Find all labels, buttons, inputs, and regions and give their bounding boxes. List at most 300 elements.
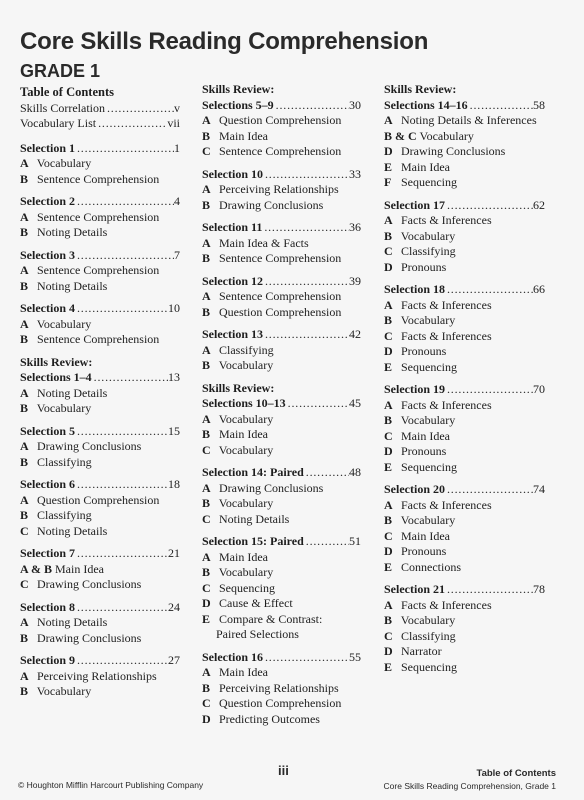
skill-letter: B — [202, 680, 211, 695]
skill-letter: B — [202, 565, 211, 579]
selection-title: Selection 20 — [384, 482, 445, 496]
skill-letter: A — [20, 439, 29, 453]
skill-letter: C — [202, 580, 211, 595]
toc-entry-link[interactable] — [202, 396, 361, 412]
selection-page: 74 — [533, 482, 545, 496]
skill-name: Classifying — [401, 628, 456, 643]
skill-letter: B — [384, 413, 393, 427]
skill-letter: A — [20, 668, 29, 683]
toc-entry — [384, 482, 545, 575]
selection-title: Selection 13 — [202, 327, 263, 341]
toc-entry-link[interactable] — [20, 600, 180, 616]
skill-letter: A — [202, 411, 211, 426]
skill-item — [384, 613, 545, 629]
skill-name: Noting Details — [37, 278, 108, 293]
selection-page: 1 — [174, 140, 180, 155]
toc-entry — [20, 653, 180, 700]
selection-page: 18 — [168, 477, 180, 491]
toc-entry-link[interactable] — [202, 465, 361, 481]
skill-letter: C — [384, 328, 393, 343]
skill-item — [384, 398, 545, 414]
toc-entry-link[interactable] — [20, 301, 180, 317]
skill-name: Sentence Comprehension — [37, 263, 160, 277]
skill-name: Question Comprehension — [219, 304, 342, 319]
skill-item — [202, 198, 361, 214]
leader-dots — [96, 116, 167, 132]
front-matter-page: vii — [167, 116, 180, 130]
skill-item — [202, 496, 361, 512]
selection-title: Selection 10 — [202, 166, 263, 181]
skill-item — [202, 581, 361, 597]
skill-letter: B — [20, 684, 29, 698]
skill-item — [20, 439, 180, 455]
selection-page: 10 — [168, 301, 180, 315]
leader-dots — [75, 424, 168, 440]
selection-page: 51 — [349, 534, 361, 548]
leader-dots — [274, 98, 349, 114]
skill-item — [202, 665, 361, 681]
selection-title: Selection 2 — [20, 194, 75, 208]
skill-letter: A — [20, 492, 29, 507]
toc-entry — [20, 194, 180, 241]
toc-entry-link[interactable] — [202, 167, 361, 183]
page-title: Core Skills Reading Comprehension — [20, 28, 429, 55]
skill-name: Vocabulary — [419, 128, 474, 143]
skill-letter: B — [20, 332, 29, 346]
toc-entry-link[interactable] — [20, 424, 180, 440]
skill-name: Vocabulary — [36, 401, 92, 415]
skill-letter: A — [202, 665, 211, 679]
toc-column-3 — [384, 82, 545, 675]
skill-letter: B — [20, 225, 29, 239]
skill-item — [384, 429, 545, 445]
skill-name: Main Idea — [219, 427, 268, 441]
selection-page: 24 — [168, 599, 180, 614]
skill-item — [20, 263, 180, 279]
front-matter-label: Vocabulary List — [20, 116, 97, 130]
skill-name: Main Idea — [55, 561, 104, 576]
skill-letter: B — [384, 228, 393, 243]
toc-entry-link[interactable] — [384, 198, 545, 214]
toc-entry-link[interactable] — [384, 282, 545, 298]
skill-item — [202, 412, 361, 428]
skill-letter: E — [384, 459, 393, 474]
toc-heading: Table of Contents — [20, 85, 114, 99]
skill-letter: B — [202, 496, 211, 510]
skill-item — [20, 156, 180, 172]
skill-letter: B — [202, 427, 211, 441]
skill-item — [384, 544, 545, 560]
skill-name: Classifying — [37, 508, 92, 522]
selection-page: 55 — [349, 649, 361, 664]
skill-item — [384, 598, 545, 614]
skills-review-label: Skills Review: — [202, 82, 275, 96]
leader-dots — [263, 274, 349, 290]
toc-entry-link[interactable] — [384, 382, 545, 398]
leader-dots — [263, 167, 349, 183]
toc-entry — [20, 477, 180, 539]
skill-letter: E — [384, 159, 393, 174]
skill-item — [384, 360, 545, 376]
skill-item — [384, 229, 545, 245]
front-matter-row[interactable] — [20, 116, 180, 132]
skill-item — [202, 627, 361, 643]
skill-name: Sentence Comprehension — [37, 209, 160, 224]
skill-letter: B — [20, 508, 29, 522]
skill-item — [20, 508, 180, 524]
skill-item — [202, 358, 361, 374]
skill-item — [202, 289, 361, 305]
toc-entry — [202, 274, 361, 321]
skills-review-label: Skills Review: — [202, 380, 275, 395]
leader-dots — [445, 198, 533, 214]
toc-entry — [20, 546, 180, 593]
skill-letter: A — [384, 397, 393, 412]
leader-dots — [75, 194, 174, 210]
skill-name: Pronouns — [401, 544, 447, 558]
toc-entry — [202, 327, 361, 374]
skill-name: Main Idea — [219, 128, 268, 143]
skill-item — [202, 481, 361, 497]
toc-entry-link[interactable] — [202, 274, 361, 290]
skill-letter: B — [20, 171, 29, 186]
skill-name: Noting Details — [37, 523, 108, 538]
leader-dots — [468, 98, 533, 114]
selection-title: Selections 5–9 — [202, 97, 274, 112]
selection-title: Selection 21 — [384, 582, 445, 596]
skill-letter: B — [202, 304, 211, 319]
selection-page: 42 — [349, 327, 361, 341]
skill-name: Vocabulary — [400, 413, 456, 427]
skill-letter: F — [384, 175, 392, 189]
selection-page: 70 — [533, 382, 545, 396]
skill-name: Vocabulary — [400, 228, 456, 243]
toc-entry — [384, 582, 545, 675]
skill-item — [20, 317, 180, 333]
skill-letter: C — [202, 144, 211, 158]
skill-item — [384, 660, 545, 676]
toc-entry — [384, 82, 545, 191]
skills-review-label: Skills Review: — [20, 354, 93, 369]
skill-item — [384, 298, 545, 314]
skill-item — [384, 113, 545, 129]
skill-letter: B — [202, 251, 211, 265]
toc-entry — [20, 355, 180, 417]
toc-entry — [202, 220, 361, 267]
skill-name: Facts & Inferences — [401, 328, 492, 343]
skill-item — [20, 577, 180, 593]
page-number: iii — [278, 763, 289, 778]
skill-name: Connections — [401, 559, 461, 574]
toc-entry — [202, 534, 361, 643]
skill-item — [202, 550, 361, 566]
leader-dots — [263, 650, 349, 666]
skill-name: Classifying — [37, 454, 92, 469]
selection-page: 66 — [533, 282, 545, 296]
skill-name: Main Idea — [219, 549, 268, 564]
toc-entry-link[interactable] — [202, 327, 361, 343]
skill-name: Drawing Conclusions — [37, 577, 142, 591]
skill-name: Question Comprehension — [37, 492, 160, 507]
skill-item — [384, 444, 545, 460]
footer-book-title: Core Skills Reading Comprehension, Grade 1 — [383, 781, 556, 791]
skill-letter: A — [384, 597, 393, 612]
toc-entry-link[interactable] — [20, 248, 180, 264]
leader-dots — [75, 653, 168, 669]
skill-name: Vocabulary — [218, 411, 274, 426]
skill-item — [202, 236, 361, 252]
selection-page: 7 — [174, 247, 180, 262]
selection-page: 4 — [174, 194, 180, 208]
skill-name: Vocabulary — [400, 613, 456, 627]
front-matter-page: v — [174, 100, 180, 115]
skill-name: Vocabulary — [218, 358, 274, 372]
selection-title: Selection 7 — [20, 546, 75, 560]
selection-title: Selections 1–4 — [20, 370, 92, 384]
skill-item — [202, 712, 361, 728]
skill-item — [384, 629, 545, 645]
skill-name: Sequencing — [401, 175, 457, 189]
skill-letter: B — [20, 630, 29, 645]
skill-name: Classifying — [219, 342, 274, 357]
skill-name: Classifying — [401, 244, 456, 258]
front-matter-row[interactable] — [20, 101, 180, 117]
skill-item — [384, 160, 545, 176]
toc-entry — [384, 198, 545, 276]
skill-letter: D — [202, 596, 211, 610]
skill-item — [202, 427, 361, 443]
selection-title: Selection 9 — [20, 653, 75, 667]
selection-page: 13 — [168, 370, 180, 384]
footer-section-title: Table of Contents — [476, 768, 556, 779]
skill-letter: A — [384, 497, 393, 512]
skill-item — [20, 225, 180, 241]
selection-title: Selection 16 — [202, 649, 263, 664]
skill-item — [384, 213, 545, 229]
selection-title: Selection 12 — [202, 273, 263, 288]
leader-dots — [75, 248, 174, 264]
skill-letter: A — [202, 549, 211, 564]
skill-name: Sentence Comprehension — [219, 289, 342, 303]
skill-letter: B — [20, 278, 29, 293]
skill-item — [20, 615, 180, 631]
skill-name: Vocabulary — [36, 316, 92, 331]
toc-entry — [384, 382, 545, 475]
skill-name: Sequencing — [401, 459, 457, 474]
skill-name: Narrator — [401, 644, 442, 658]
skill-name: Compare & Contrast: — [219, 611, 323, 626]
skill-letter: D — [202, 711, 211, 726]
skill-name: Predicting Outcomes — [219, 711, 320, 726]
toc-entry — [202, 465, 361, 527]
skill-item — [202, 182, 361, 198]
toc-entry-link[interactable] — [202, 534, 361, 550]
selection-title: Selection 8 — [20, 599, 75, 614]
leader-dots — [262, 220, 349, 236]
toc-entry — [202, 167, 361, 214]
skill-letter: B — [202, 197, 211, 212]
selection-title: Selection 19 — [384, 382, 445, 396]
skill-item — [384, 244, 545, 260]
toc-entry — [20, 424, 180, 471]
skill-item — [202, 305, 361, 321]
skill-name: Noting Details & Inferences — [401, 113, 537, 127]
skill-letter: A — [202, 113, 211, 127]
toc-entry-link[interactable] — [20, 477, 180, 493]
skill-name: Facts & Inferences — [401, 213, 492, 227]
skill-name: Drawing Conclusions — [219, 197, 324, 212]
skill-letter: C — [384, 244, 393, 258]
skill-name: Facts & Inferences — [401, 597, 492, 612]
selection-page: 58 — [533, 97, 545, 112]
skill-name: Sequencing — [401, 359, 457, 374]
toc-entry — [20, 301, 180, 348]
skills-review-label: Skills Review: — [384, 82, 457, 96]
skill-item — [202, 113, 361, 129]
skill-name: Facts & Inferences — [401, 397, 492, 412]
skill-item — [384, 560, 545, 576]
skill-name: Drawing Conclusions — [219, 480, 324, 495]
skill-name: Main Idea — [401, 428, 450, 443]
leader-dots — [75, 477, 168, 493]
skill-letter: D — [384, 144, 393, 158]
selection-page: 15 — [168, 423, 180, 438]
skill-name: Vocabulary — [400, 313, 456, 327]
toc-entry — [384, 282, 545, 375]
toc-entry-link[interactable] — [202, 98, 361, 114]
skill-letter: A — [20, 156, 29, 170]
toc-entry — [20, 600, 180, 647]
selection-title: Selection 4 — [20, 301, 75, 315]
selection-page: 27 — [168, 653, 180, 667]
skill-name: Sequencing — [401, 659, 457, 674]
skill-name: Perceiving Relationships — [219, 680, 339, 695]
skill-name: Vocabulary — [218, 565, 274, 579]
skill-letter: A — [202, 480, 211, 495]
selection-page: 62 — [533, 197, 545, 212]
toc-entry-link[interactable] — [20, 370, 180, 386]
leader-dots — [92, 370, 168, 386]
skill-item — [384, 313, 545, 329]
copyright-notice: © Houghton Mifflin Harcourt Publishing Company — [18, 780, 204, 790]
toc-entry — [20, 248, 180, 295]
toc-entry-link[interactable] — [202, 220, 361, 236]
skill-letter: A — [20, 316, 29, 331]
skill-item — [384, 175, 545, 191]
toc-entry-link[interactable] — [384, 98, 545, 114]
skill-name: Noting Details — [219, 511, 290, 526]
leader-dots — [445, 482, 533, 498]
skill-item — [20, 524, 180, 540]
skill-item — [202, 251, 361, 267]
skill-item — [384, 529, 545, 545]
skill-item — [384, 129, 545, 145]
skill-letter: A — [384, 297, 393, 312]
skill-item — [202, 144, 361, 160]
skill-item — [202, 129, 361, 145]
toc-entry-link[interactable] — [202, 650, 361, 666]
toc-entry-link[interactable] — [384, 582, 545, 598]
skill-item — [20, 210, 180, 226]
skill-name: Paired Selections — [216, 627, 299, 641]
toc-entry — [202, 381, 361, 459]
toc-entry-link[interactable] — [20, 546, 180, 562]
selection-page: 33 — [349, 166, 361, 181]
skill-name: Question Comprehension — [219, 696, 342, 710]
toc-entry-link[interactable] — [20, 141, 180, 157]
skill-item — [20, 669, 180, 685]
skill-name: Sentence Comprehension — [37, 171, 160, 186]
skill-name: Vocabulary — [218, 496, 274, 510]
toc-entry-link[interactable] — [384, 482, 545, 498]
skill-letter: A — [202, 235, 211, 250]
skill-item — [384, 498, 545, 514]
skill-item — [384, 460, 545, 476]
skill-name: Drawing Conclusions — [37, 630, 142, 645]
leader-dots — [445, 282, 533, 298]
skill-letter: A — [202, 342, 211, 357]
leader-dots — [304, 534, 349, 550]
toc-entry-link[interactable] — [20, 653, 180, 669]
skill-letter: A — [20, 209, 29, 224]
skill-name: Sentence Comprehension — [219, 251, 342, 265]
skill-letter: C — [384, 528, 393, 543]
selection-title: Selections 10–13 — [202, 396, 286, 410]
skill-name: Main Idea — [219, 665, 268, 679]
skill-item — [202, 612, 361, 628]
selection-page: 48 — [349, 465, 361, 479]
selection-title: Selection 1 — [20, 140, 75, 155]
skill-letter: E — [384, 659, 393, 674]
leader-dots — [445, 382, 533, 398]
skill-item — [202, 343, 361, 359]
skill-item — [202, 681, 361, 697]
selection-title: Selection 14: Paired — [202, 465, 304, 479]
selection-title: Selections 14–16 — [384, 97, 468, 112]
skill-letter: D — [384, 544, 393, 558]
skill-name: Pronouns — [401, 259, 447, 274]
skill-name: Drawing Conclusions — [401, 144, 506, 158]
skill-letter: C — [384, 628, 393, 643]
skill-letter: A & B — [20, 561, 53, 576]
skill-name: Drawing Conclusions — [37, 439, 142, 453]
skill-name: Pronouns — [401, 444, 447, 458]
selection-title: Selection 3 — [20, 247, 75, 262]
skill-name: Vocabulary — [36, 684, 92, 698]
leader-dots — [75, 301, 168, 317]
skill-name: Vocabulary — [36, 156, 92, 170]
skill-item — [20, 455, 180, 471]
leader-dots — [75, 546, 168, 562]
skill-letter: C — [202, 511, 211, 526]
toc-entry-link[interactable] — [20, 194, 180, 210]
selection-page: 39 — [349, 273, 361, 288]
skill-letter: A — [20, 385, 29, 400]
skill-name: Sentence Comprehension — [37, 332, 160, 346]
skill-item — [202, 696, 361, 712]
skill-name: Question Comprehension — [219, 113, 342, 127]
skill-item — [20, 172, 180, 188]
skill-letter: A — [384, 213, 393, 227]
skill-letter: C — [202, 696, 211, 710]
skill-letter: D — [384, 444, 393, 458]
skill-name: Main Idea — [401, 528, 450, 543]
toc-entry — [20, 141, 180, 188]
skill-name: Cause & Effect — [219, 596, 293, 610]
skill-item — [384, 413, 545, 429]
skill-letter: C — [384, 428, 393, 443]
toc-entry — [202, 650, 361, 728]
